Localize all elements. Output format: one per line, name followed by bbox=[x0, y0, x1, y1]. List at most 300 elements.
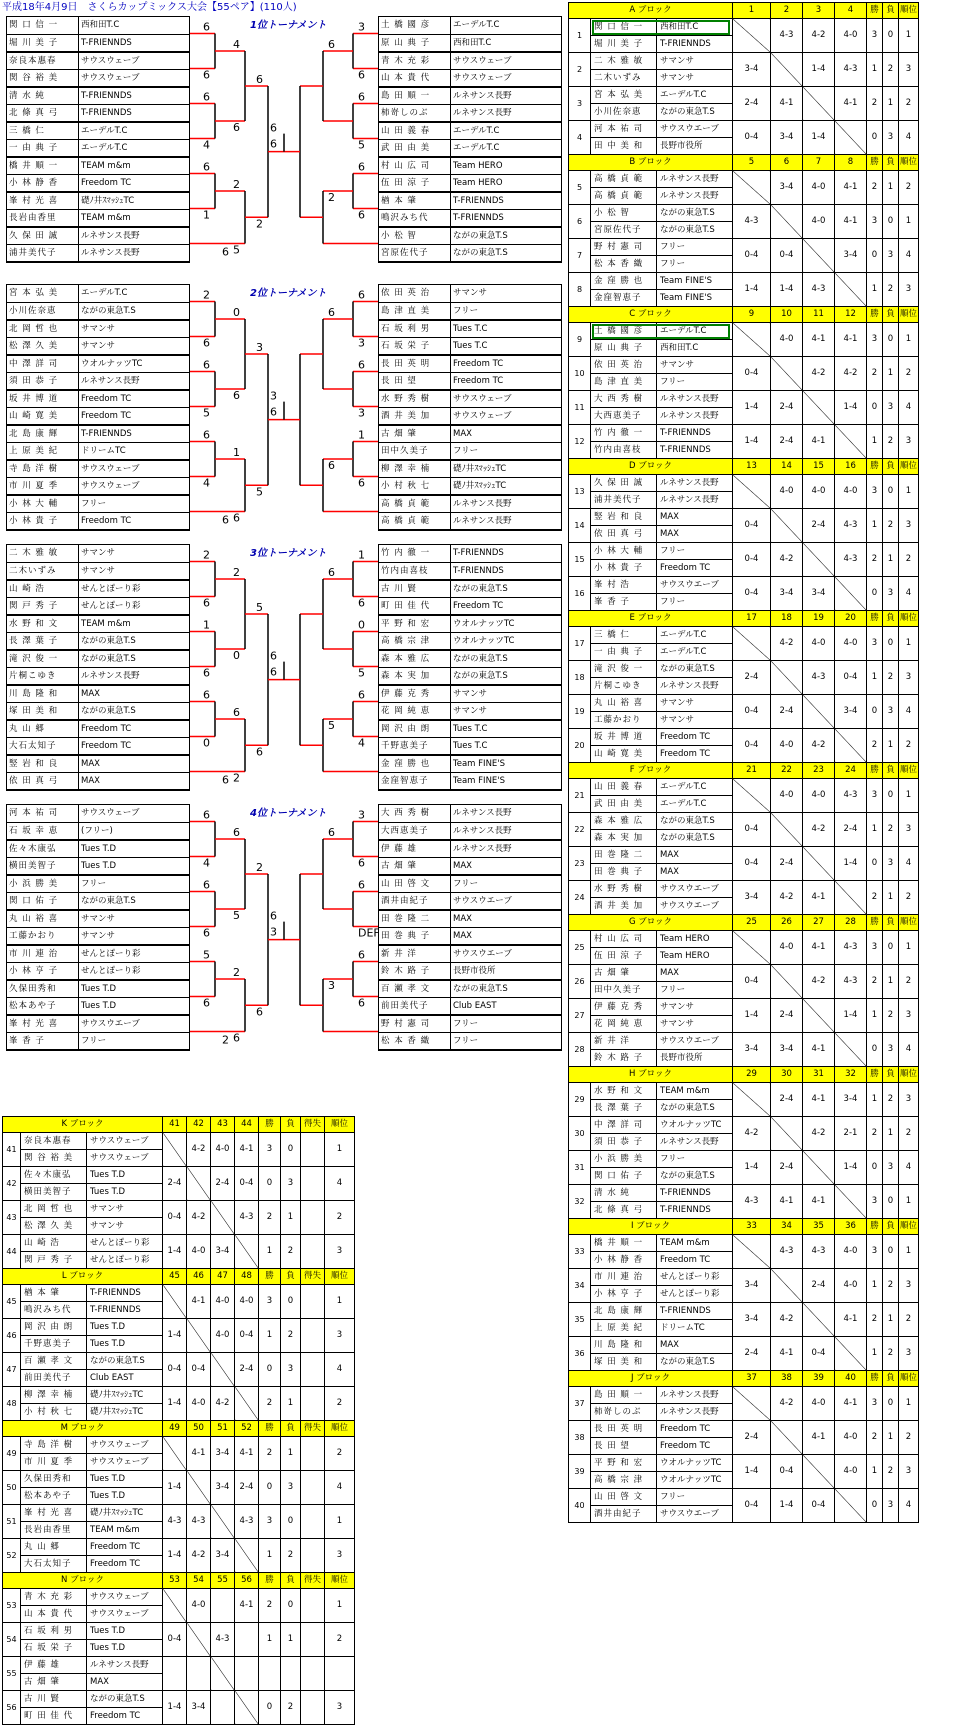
player-name: 野 村 憲 司 bbox=[379, 1015, 451, 1033]
point-diff bbox=[301, 1319, 325, 1353]
opponent-number: 44 bbox=[235, 1117, 259, 1133]
pair-number: 49 bbox=[3, 1437, 21, 1471]
wins: 1 bbox=[867, 1269, 883, 1303]
losses: 2 bbox=[281, 1691, 301, 1725]
bracket-row bbox=[379, 460, 562, 478]
rank: 4 bbox=[899, 1489, 919, 1523]
player-name: 依 田 英 治 bbox=[379, 285, 451, 303]
match-score: 4-0 bbox=[835, 1455, 867, 1489]
player-name: 三 橋 仁 bbox=[7, 122, 79, 140]
match-score bbox=[211, 1589, 235, 1623]
player-name: 高 橋 貞 範 bbox=[591, 171, 657, 188]
club-name: Tues T.D bbox=[87, 1336, 163, 1353]
block-header bbox=[569, 459, 919, 475]
player-name: 滝 沢 俊 一 bbox=[7, 650, 79, 668]
player-name: 一 由 典 子 bbox=[591, 644, 657, 661]
self-match-cell bbox=[733, 931, 771, 965]
pair-number: 7 bbox=[569, 239, 591, 273]
match-score: 3-4 bbox=[835, 1083, 867, 1117]
player-name: 松本あや子 bbox=[7, 997, 79, 1015]
bracket-score: 6 bbox=[222, 245, 229, 259]
opponent-number: 24 bbox=[835, 763, 867, 779]
player-name: 土 橋 國 彦 bbox=[379, 17, 451, 35]
rank: 2 bbox=[325, 1623, 355, 1657]
club-name: ながの東急T.S bbox=[657, 1100, 733, 1117]
bracket-row bbox=[379, 174, 562, 192]
header-loss: 負 bbox=[281, 1117, 301, 1133]
player-name: 関 口 佑 子 bbox=[591, 1168, 657, 1185]
player-name: 市 川 夏 季 bbox=[21, 1454, 87, 1471]
match-score: 0-4 bbox=[835, 661, 867, 695]
player-name: 長 田 望 bbox=[591, 1438, 657, 1455]
club-name: サウスウェーブ bbox=[451, 407, 562, 425]
opponent-number: 29 bbox=[733, 1067, 771, 1083]
club-name: エーデルT.C bbox=[657, 627, 733, 644]
pair-number: 16 bbox=[569, 577, 591, 611]
match-score: 4-1 bbox=[803, 881, 835, 915]
pair-number: 20 bbox=[569, 729, 591, 763]
player-name: 川 島 隆 和 bbox=[591, 1337, 657, 1354]
bracket-row bbox=[379, 857, 562, 875]
player-name: 鈴 木 路 子 bbox=[379, 962, 451, 980]
club-name: T-FRIENNDS bbox=[657, 1202, 733, 1219]
player-name: 坂 井 博 道 bbox=[591, 729, 657, 746]
match-score: 2-4 bbox=[733, 87, 771, 121]
club-name: フリー bbox=[657, 374, 733, 391]
pair-row bbox=[3, 1623, 355, 1640]
wins: 1 bbox=[867, 661, 883, 695]
rank: 3 bbox=[325, 1539, 355, 1573]
losses: 1 bbox=[883, 729, 899, 763]
bracket-right-table bbox=[378, 804, 562, 1051]
losses: 1 bbox=[281, 1201, 301, 1235]
match-score: 4-3 bbox=[235, 1201, 259, 1235]
losses: 0 bbox=[883, 779, 899, 813]
point-diff bbox=[301, 1285, 325, 1319]
bracket-score: 6 bbox=[358, 208, 365, 222]
pair-number: 40 bbox=[569, 1489, 591, 1523]
pair-row bbox=[3, 1285, 355, 1302]
wins: 2 bbox=[867, 357, 883, 391]
bracket-score: 2 bbox=[233, 771, 240, 785]
header-win: 勝 bbox=[867, 3, 883, 19]
club-name: サマンサ bbox=[451, 285, 562, 303]
player-name: 久保田秀和 bbox=[21, 1471, 87, 1488]
club-name: せんとぽーり彩 bbox=[79, 945, 190, 963]
player-name: 横田美智子 bbox=[7, 857, 79, 875]
self-match-cell bbox=[187, 1319, 211, 1353]
self-match-cell bbox=[835, 881, 867, 915]
club-name: サマンサ bbox=[657, 357, 733, 374]
pair-number: 27 bbox=[569, 999, 591, 1033]
losses: 2 bbox=[281, 1319, 301, 1353]
self-match-cell bbox=[235, 1691, 259, 1725]
losses: 2 bbox=[281, 1235, 301, 1269]
rank: 4 bbox=[899, 239, 919, 273]
club-name: サウスウェーブ bbox=[87, 1606, 163, 1623]
bracket-score: 6 bbox=[203, 358, 210, 372]
match-score: 4-1 bbox=[803, 323, 835, 357]
bracket-row bbox=[379, 962, 562, 980]
wins: 3 bbox=[867, 323, 883, 357]
rank: 3 bbox=[899, 661, 919, 695]
bracket-score: 2 bbox=[256, 861, 263, 874]
match-score: 3-4 bbox=[771, 121, 803, 155]
bracket-row bbox=[7, 755, 190, 773]
losses: 1 bbox=[883, 1421, 899, 1455]
player-name: 古 畑 肇 bbox=[379, 425, 451, 443]
player-name: 堀 川 美 子 bbox=[591, 36, 657, 53]
club-name: フリー bbox=[657, 1151, 733, 1168]
self-match-cell bbox=[771, 1421, 803, 1455]
match-score: 2-4 bbox=[211, 1167, 235, 1201]
pair-number: 35 bbox=[569, 1303, 591, 1337]
pair-row bbox=[569, 391, 919, 408]
club-name: Team HERO bbox=[451, 157, 562, 175]
club-name: ながの東急T.S bbox=[657, 1168, 733, 1185]
wins: 3 bbox=[867, 779, 883, 813]
block-name: H ブロック bbox=[569, 1067, 733, 1083]
bracket-score: 3 bbox=[358, 406, 365, 420]
club-name: フリー bbox=[79, 875, 190, 893]
pair-row bbox=[3, 1471, 355, 1488]
bracket-score: 6 bbox=[358, 90, 365, 104]
bracket-score: 6 bbox=[256, 1005, 263, 1019]
rank: 3 bbox=[899, 1083, 919, 1117]
match-score: 4-3 bbox=[835, 509, 867, 543]
self-match-cell bbox=[733, 171, 771, 205]
bracket-row bbox=[7, 945, 190, 963]
match-score: 4-3 bbox=[803, 273, 835, 307]
rank: 3 bbox=[899, 999, 919, 1033]
wins: 0 bbox=[867, 1033, 883, 1067]
match-score: 4-2 bbox=[803, 965, 835, 999]
player-name: 峯 香 子 bbox=[591, 594, 657, 611]
bracket-row bbox=[7, 122, 190, 140]
rank: 4 bbox=[899, 1033, 919, 1067]
pair-row bbox=[569, 1337, 919, 1354]
pair-row bbox=[569, 273, 919, 290]
club-name: Tues T.D bbox=[87, 1640, 163, 1657]
bracket-score: 6 bbox=[358, 948, 365, 962]
block-header bbox=[569, 611, 919, 627]
header-loss: 負 bbox=[281, 1573, 301, 1589]
club-name: Tues T.D bbox=[87, 1184, 163, 1201]
match-score: 4-1 bbox=[835, 205, 867, 239]
match-score: 4-1 bbox=[187, 1285, 211, 1319]
wins: 0 bbox=[867, 1151, 883, 1185]
wins: 2 bbox=[867, 87, 883, 121]
header-win: 勝 bbox=[867, 1219, 883, 1235]
losses: 2 bbox=[883, 999, 899, 1033]
wins: 2 bbox=[867, 1303, 883, 1337]
player-name: 北 島 康 輝 bbox=[7, 425, 79, 443]
player-name: 高 橋 貞 範 bbox=[379, 495, 451, 513]
block-header bbox=[569, 1067, 919, 1083]
opponent-number: 55 bbox=[211, 1573, 235, 1589]
player-name: 高 橋 宗 津 bbox=[591, 1472, 657, 1489]
opponent-number: 56 bbox=[235, 1573, 259, 1589]
player-name: 竪 岩 和 良 bbox=[591, 509, 657, 526]
player-name: 小 村 秋 七 bbox=[21, 1404, 87, 1421]
pair-row bbox=[3, 1437, 355, 1454]
rank: 2 bbox=[899, 171, 919, 205]
wins: 3 bbox=[259, 1133, 281, 1167]
wins: 1 bbox=[867, 273, 883, 307]
match-score: 4-2 bbox=[733, 1117, 771, 1151]
match-score: 1-4 bbox=[733, 1455, 771, 1489]
club-name: TEAM m&m bbox=[79, 209, 190, 227]
player-name: 須 田 恭 子 bbox=[7, 372, 79, 390]
bracket-score: 6 bbox=[203, 666, 210, 680]
player-name: 堀 川 美 子 bbox=[7, 34, 79, 52]
player-name: 北 條 真 弓 bbox=[591, 1202, 657, 1219]
point-diff bbox=[301, 1657, 325, 1691]
wins: 3 bbox=[867, 1235, 883, 1269]
self-match-cell bbox=[835, 577, 867, 611]
pair-number: 52 bbox=[3, 1539, 21, 1573]
club-name: ドリームTC bbox=[79, 442, 190, 460]
header-win: 勝 bbox=[867, 1371, 883, 1387]
pair-number: 42 bbox=[3, 1167, 21, 1201]
match-score: 4-3 bbox=[835, 543, 867, 577]
bracket-title: 2位トーナメント bbox=[250, 288, 327, 299]
club-name: エーデルT.C bbox=[79, 285, 190, 303]
bracket-row bbox=[379, 667, 562, 685]
match-score: 1-4 bbox=[771, 273, 803, 307]
match-score: 4-1 bbox=[803, 425, 835, 459]
player-name: 須 田 恭 子 bbox=[591, 1134, 657, 1151]
pair-number: 22 bbox=[569, 813, 591, 847]
bracket-row bbox=[379, 442, 562, 460]
player-name: 久保田秀和 bbox=[7, 980, 79, 998]
wins: 1 bbox=[259, 1623, 281, 1657]
bracket-row bbox=[7, 650, 190, 668]
bracket-score: 6 bbox=[328, 826, 335, 839]
club-name: サマンサ bbox=[451, 685, 562, 703]
player-name: 市 川 夏 季 bbox=[7, 477, 79, 495]
club-name: MAX bbox=[451, 910, 562, 928]
bracket-score: 5 bbox=[358, 666, 365, 680]
club-name: サウスウエーブ bbox=[657, 881, 733, 898]
player-name: 伊 藤 克 秀 bbox=[379, 685, 451, 703]
bracket-row bbox=[379, 87, 562, 105]
match-score bbox=[235, 1657, 259, 1691]
losses: 0 bbox=[281, 1285, 301, 1319]
club-name: 長野市役所 bbox=[657, 138, 733, 155]
match-score: 4-1 bbox=[187, 1437, 211, 1471]
wins: 3 bbox=[867, 19, 883, 53]
player-name: 石 坂 利 男 bbox=[21, 1623, 87, 1640]
bracket-score: 0 bbox=[233, 306, 240, 319]
header-loss: 負 bbox=[883, 307, 899, 323]
bracket-row bbox=[379, 285, 562, 303]
rank: 2 bbox=[899, 357, 919, 391]
rank: 2 bbox=[899, 543, 919, 577]
pair-number: 45 bbox=[3, 1285, 21, 1319]
losses: 2 bbox=[281, 1539, 301, 1573]
club-name: Tues T.D bbox=[79, 980, 190, 998]
bracket-row bbox=[7, 857, 190, 875]
self-match-cell bbox=[835, 121, 867, 155]
club-name: Freedom TC bbox=[657, 1252, 733, 1269]
page-title: 平成18年4月9日 さくらカップミックス大会【55ペア】(110人) bbox=[2, 2, 297, 13]
player-name: 武 田 由 美 bbox=[379, 139, 451, 157]
opponent-number: 41 bbox=[163, 1117, 187, 1133]
club-name: エーデルT.C bbox=[451, 139, 562, 157]
player-name: 柳 澤 幸 楠 bbox=[379, 460, 451, 478]
match-score: 4-0 bbox=[771, 931, 803, 965]
pair-row bbox=[569, 1303, 919, 1320]
losses: 2 bbox=[883, 1337, 899, 1371]
rank: 3 bbox=[899, 1269, 919, 1303]
pair-number: 53 bbox=[3, 1589, 21, 1623]
wins: 3 bbox=[867, 1185, 883, 1219]
losses: 0 bbox=[883, 19, 899, 53]
player-name: 大石太知子 bbox=[7, 737, 79, 755]
block-name: G ブロック bbox=[569, 915, 733, 931]
bracket-score: 6 bbox=[358, 878, 365, 892]
club-name: せんとぽーり彩 bbox=[87, 1235, 163, 1252]
club-name: サウスウェーブ bbox=[87, 1589, 163, 1606]
match-score: 0-4 bbox=[235, 1167, 259, 1201]
bracket-row bbox=[379, 927, 562, 945]
player-name: 依 田 真 弓 bbox=[7, 772, 79, 790]
player-name: 石 坂 利 男 bbox=[379, 320, 451, 338]
self-match-cell bbox=[803, 695, 835, 729]
club-name: ウオルナッツTC bbox=[451, 615, 562, 633]
losses: 1 bbox=[883, 881, 899, 915]
match-score: 0-4 bbox=[733, 813, 771, 847]
wins: 3 bbox=[867, 627, 883, 661]
match-score: 2-4 bbox=[803, 1269, 835, 1303]
bracket-row bbox=[379, 407, 562, 425]
self-match-cell bbox=[771, 965, 803, 999]
opponent-number: 52 bbox=[235, 1421, 259, 1437]
bracket-row bbox=[379, 997, 562, 1015]
player-name: 小 林 静 香 bbox=[591, 1252, 657, 1269]
club-name: サウスウエーブ bbox=[451, 945, 562, 963]
bracket-row bbox=[7, 1032, 190, 1050]
bracket-title: 4位トーナメント bbox=[250, 808, 327, 819]
match-score: 1-4 bbox=[835, 999, 867, 1033]
club-name: T-FRIENNDS bbox=[657, 1185, 733, 1202]
club-name: ながの東急T.S bbox=[657, 661, 733, 678]
self-match-cell bbox=[771, 205, 803, 239]
wins: 0 bbox=[259, 1167, 281, 1201]
bracket-row bbox=[7, 997, 190, 1015]
self-match-cell bbox=[803, 1303, 835, 1337]
match-score: 4-1 bbox=[803, 931, 835, 965]
opponent-number: 10 bbox=[771, 307, 803, 323]
tournament-bracket bbox=[0, 16, 560, 263]
bracket-score: 5 bbox=[358, 138, 365, 152]
club-name: サウスウェーブ bbox=[79, 52, 190, 70]
match-score: 4-0 bbox=[835, 1235, 867, 1269]
opponent-number: 23 bbox=[803, 763, 835, 779]
player-name: 土 橋 國 彦 bbox=[591, 323, 657, 340]
player-name: 千野恵美子 bbox=[21, 1336, 87, 1353]
pair-row bbox=[569, 53, 919, 70]
losses: 2 bbox=[883, 53, 899, 87]
player-name: 宮原佐代子 bbox=[591, 222, 657, 239]
player-name: 島 田 順 一 bbox=[591, 1387, 657, 1404]
pair-number: 56 bbox=[3, 1691, 21, 1725]
club-name: ながの東急T.S bbox=[79, 302, 190, 320]
self-match-cell bbox=[803, 1151, 835, 1185]
match-score: 4-3 bbox=[835, 931, 867, 965]
club-name: MAX bbox=[657, 965, 733, 982]
match-score: 2-4 bbox=[771, 999, 803, 1033]
bracket-row bbox=[7, 892, 190, 910]
match-score: 2-4 bbox=[771, 1083, 803, 1117]
match-score: 4-3 bbox=[835, 53, 867, 87]
losses: 2 bbox=[883, 661, 899, 695]
self-match-cell bbox=[771, 661, 803, 695]
pair-row bbox=[569, 1185, 919, 1202]
rank: 1 bbox=[899, 1235, 919, 1269]
club-name: サウスウエーブ bbox=[657, 1506, 733, 1523]
club-name: エーデルT.C bbox=[451, 122, 562, 140]
pair-number: 55 bbox=[3, 1657, 21, 1691]
player-name: 森 本 実 加 bbox=[379, 667, 451, 685]
club-name: Freedom TC bbox=[451, 355, 562, 373]
match-score: 1-4 bbox=[771, 1489, 803, 1523]
pair-number: 28 bbox=[569, 1033, 591, 1067]
block-header bbox=[569, 1371, 919, 1387]
bracket-row bbox=[379, 1015, 562, 1033]
block-header bbox=[569, 155, 919, 171]
rank: 1 bbox=[325, 1589, 355, 1623]
player-name: 一 由 典 子 bbox=[7, 139, 79, 157]
match-score: 3-4 bbox=[803, 577, 835, 611]
rank: 3 bbox=[899, 509, 919, 543]
club-name: MAX bbox=[451, 927, 562, 945]
player-name: 北 島 康 輝 bbox=[591, 1303, 657, 1320]
losses: 0 bbox=[883, 205, 899, 239]
club-name: サウスウエーブ bbox=[657, 898, 733, 915]
bracket-row bbox=[7, 545, 190, 563]
player-name: 上 原 美 紀 bbox=[7, 442, 79, 460]
club-name: ルネサンス長野 bbox=[451, 87, 562, 105]
club-name: MAX bbox=[79, 755, 190, 773]
self-match-cell bbox=[835, 729, 867, 763]
player-name: 三 橋 仁 bbox=[591, 627, 657, 644]
match-score: 0-4 bbox=[733, 965, 771, 999]
match-score: 2-4 bbox=[163, 1167, 187, 1201]
club-name: Tues T.C bbox=[451, 320, 562, 338]
header-win: 勝 bbox=[867, 915, 883, 931]
bracket-row bbox=[379, 390, 562, 408]
losses: 3 bbox=[281, 1471, 301, 1505]
player-name: 酒井由紀子 bbox=[591, 1506, 657, 1523]
player-name: 市 川 連 治 bbox=[7, 945, 79, 963]
header-loss: 負 bbox=[281, 1269, 301, 1285]
match-score: 4-2 bbox=[803, 19, 835, 53]
club-name: せんとぽーり彩 bbox=[657, 1269, 733, 1286]
match-score: 0-4 bbox=[771, 239, 803, 273]
opponent-number: 14 bbox=[771, 459, 803, 475]
self-match-cell bbox=[211, 1657, 235, 1691]
club-name: サマンサ bbox=[87, 1201, 163, 1218]
opponent-number: 54 bbox=[187, 1573, 211, 1589]
bracket-score: 6 bbox=[358, 476, 365, 490]
club-name: 礎ﾉ井ｽﾏｯｼｭTC bbox=[451, 477, 562, 495]
match-score: 3-4 bbox=[211, 1235, 235, 1269]
match-score: 4-0 bbox=[803, 171, 835, 205]
header-win: 勝 bbox=[867, 763, 883, 779]
pair-row bbox=[569, 1489, 919, 1506]
